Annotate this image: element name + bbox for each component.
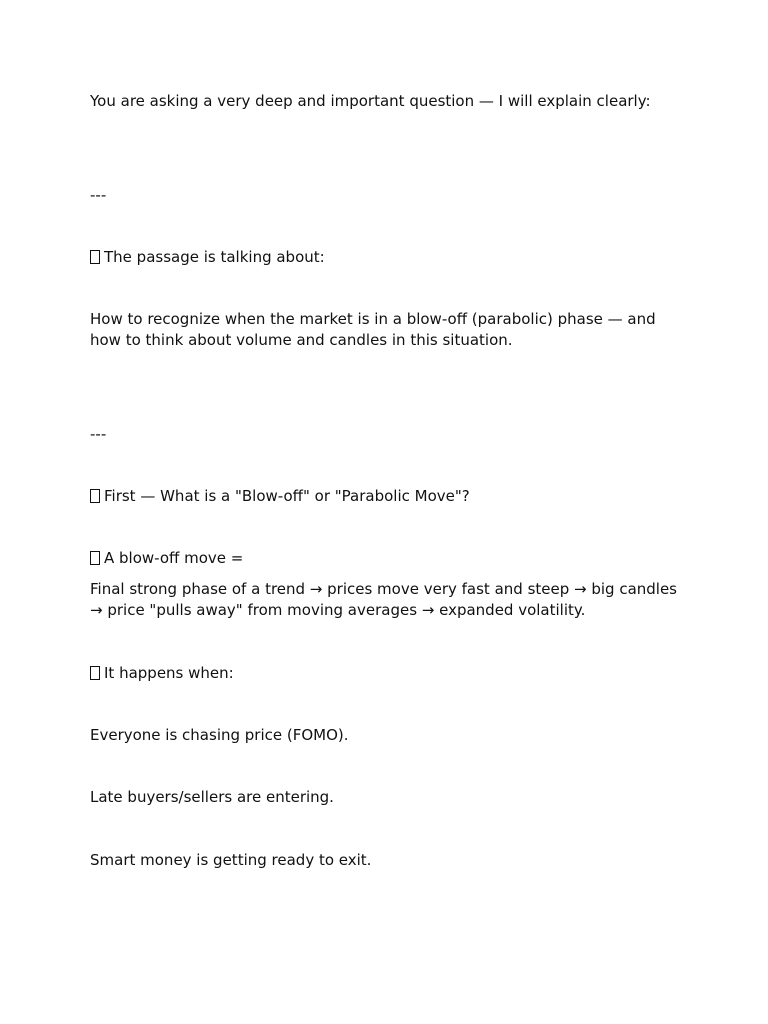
section-heading-text: First — What is a "Blow-off" or "Parabolic Move"? — [104, 487, 470, 505]
intro-text: You are asking a very deep and important question — I will explain clearly: — [90, 92, 651, 110]
section-heading — [90, 247, 680, 268]
section-body-text: How to recognize when the market is in a blow-off (parabolic) phase — and how to think about volume and candles in this situation. — [90, 310, 656, 349]
separator: --- — [90, 425, 107, 443]
definition-body-text: Final strong phase of a trend → prices move very fast and steep → big candles → price "pulls away" from moving averages → expanded volatility. — [90, 580, 677, 619]
happens-label-text: It happens when: — [104, 664, 234, 682]
missing-glyph-icon — [90, 666, 100, 680]
section-heading-text: The passage is talking about: — [104, 248, 325, 266]
list-item: Smart money is getting ready to exit. — [90, 851, 372, 869]
definition-label — [90, 548, 680, 569]
missing-glyph-icon — [90, 551, 100, 565]
definition-label-text: A blow-off move = — [104, 549, 244, 567]
list-item: Everyone is chasing price (FOMO). — [90, 726, 349, 744]
missing-glyph-icon — [90, 250, 100, 264]
happens-label — [90, 663, 680, 684]
section-heading — [90, 486, 680, 507]
separator: --- — [90, 186, 107, 204]
list-item: Late buyers/sellers are entering. — [90, 788, 334, 806]
missing-glyph-icon — [90, 489, 100, 503]
